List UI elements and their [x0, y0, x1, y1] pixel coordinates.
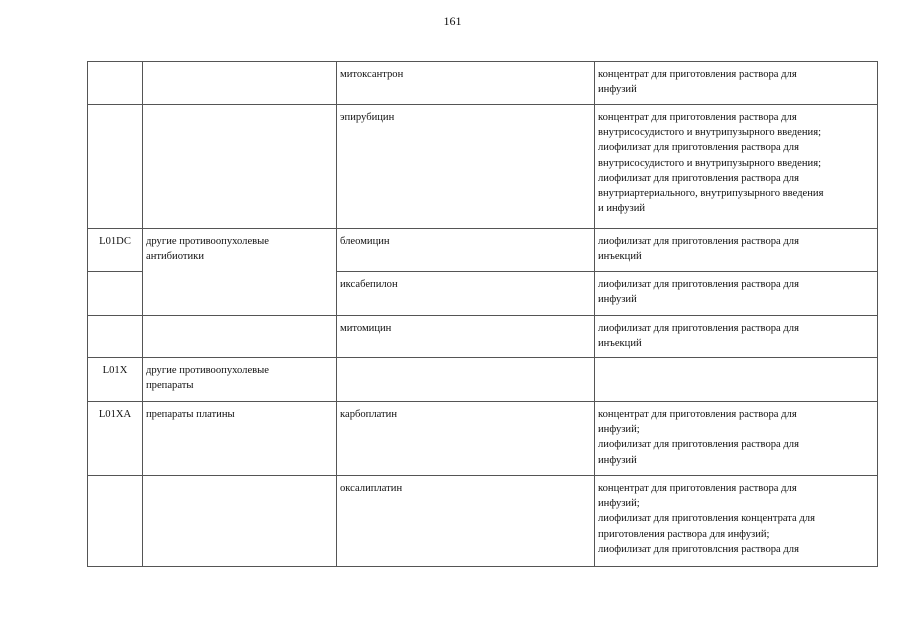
dosage-form-cell: концентрат для приготовления раствора для инфузий; лиофилизат для приготовления концентрата для приготовления раствора для инфузий; лиофилизат для приготовлсния раствора для — [595, 476, 878, 567]
table-row — [88, 358, 878, 402]
table-row — [88, 62, 878, 105]
dosage-form-cell: лиофилизат для приготовления раствора для инъекций — [595, 316, 878, 358]
drug-name-cell — [337, 358, 595, 402]
dosage-form-cell: концентрат для приготовления раствора для инфузий; лиофилизат для приготовления раствора для инфузий — [595, 402, 878, 476]
drug-name-cell: карбоплатин — [337, 402, 595, 476]
atc-code-cell: L01X — [88, 358, 143, 402]
dosage-form-cell: лиофилизат для приготовления раствора для инъекций — [595, 229, 878, 272]
dosage-form-cell: концентрат для приготовления раствора для инфузий — [595, 62, 878, 105]
group-name-cell — [143, 62, 337, 105]
group-name-cell: препараты платины — [143, 402, 337, 476]
group-name-cell — [143, 316, 337, 358]
atc-code-cell — [88, 105, 143, 229]
group-name-cell: другие противоопухолевые препараты — [143, 358, 337, 402]
atc-code-cell — [88, 62, 143, 105]
drug-name-cell: эпирубицин — [337, 105, 595, 229]
drug-table — [87, 61, 878, 567]
atc-code-cell: L01DC — [88, 229, 143, 272]
group-name-cell — [143, 105, 337, 229]
drug-name-cell: оксалиплатин — [337, 476, 595, 567]
atc-code-cell — [88, 272, 143, 316]
dosage-form-cell — [595, 358, 878, 402]
group-name-cell: другие противоопухолевые антибиотики — [143, 229, 337, 316]
table-row — [88, 105, 878, 229]
dosage-form-cell: лиофилизат для приготовления раствора для инфузий — [595, 272, 878, 316]
table-row — [88, 402, 878, 476]
table-row — [88, 316, 878, 358]
atc-code-cell — [88, 476, 143, 567]
atc-code-cell: L01XA — [88, 402, 143, 476]
dosage-form-cell: концентрат для приготовления раствора для внутрисосудистого и внутрипузырного введения; лиофилизат для приготовления раствора для внутрисосудистого и внутрипузырного введения; лиофилизат для приготовления раствора для внутриартериального, внутрипузырного введения и инфузий — [595, 105, 878, 229]
atc-code-cell — [88, 316, 143, 358]
page-number: 161 — [443, 14, 462, 28]
drug-name-cell: блеомицин — [337, 229, 595, 272]
drug-name-cell: митоксантрон — [337, 62, 595, 105]
table-row — [88, 229, 878, 272]
group-name-cell — [143, 476, 337, 567]
drug-name-cell: иксабепилон — [337, 272, 595, 316]
drug-name-cell: митомицин — [337, 316, 595, 358]
table-row — [88, 476, 878, 567]
